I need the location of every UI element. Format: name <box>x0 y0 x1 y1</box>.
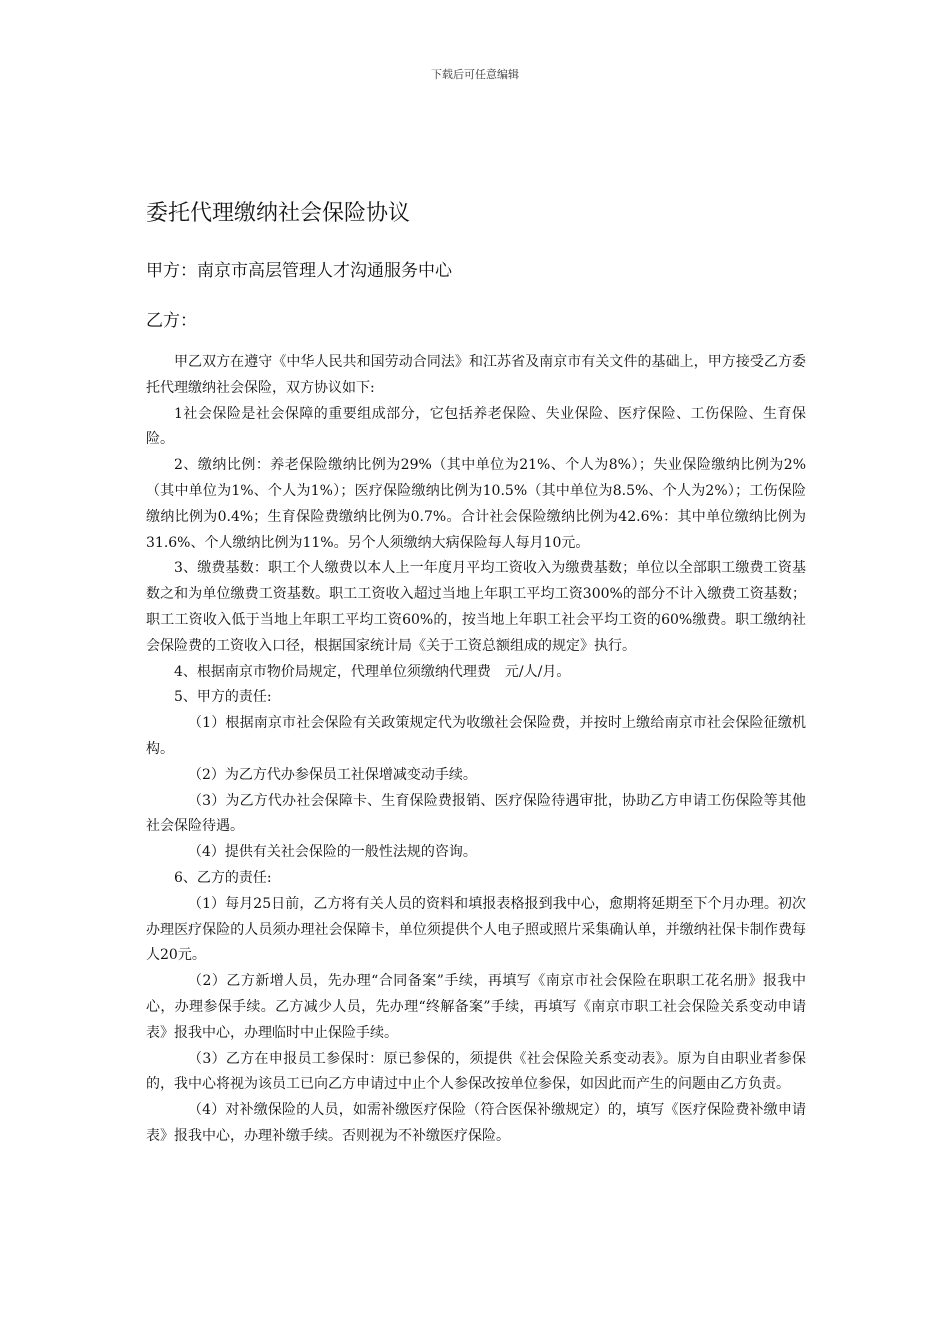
document-title: 委托代理缴纳社会保险协议 <box>146 201 411 226</box>
intro-paragraph: 甲乙双方在遵守《中华人民共和国劳动合同法》和江苏省及南京市有关文件的基础上，甲方接受乙方委托代理缴纳社会保险，双方协议如下: <box>146 354 806 396</box>
clause-2: 2、缴纳比例：养老保险缴纳比例为29%（其中单位为21%、个人为8%）；失业保险缴纳比例为2%（其中单位为1%、个人为1%）；医疗保险缴纳比例为10.5%（其中单位为8.5%、个人为2%）；工伤保险缴纳比例为0.4%；生育保险费缴纳比例为0.7%。合计社会保险缴纳比例为42.6%：其中单位缴纳比例为31.6%、个人缴纳比例为11%。另个人须缴纳大病保险每人每月10元。 <box>146 457 806 551</box>
clause-4: 4、根据南京市物价局规定，代理单位须缴纳代理费 元/人/月。 <box>174 663 571 680</box>
clause-5-heading: 5、甲方的责任: <box>174 689 272 706</box>
agreement-body <box>146 350 806 1150</box>
clause-5-item-3: （3）为乙方代办社会保障卡、生育保险费报销、医疗保险待遇审批，协助乙方申请工伤保险等其他社会保险待遇。 <box>146 792 806 835</box>
clause-6-item-2: （2）乙方新增人员，先办理“合同备案”手续，再填写《南京市社会保险在职职工花名册》报我中心，办理参保手续。乙方减少人员，先办理“终解备案”手续，再填写《南京市职工社会保险关系变动申请表》报我中心，办理临时中止保险手续。 <box>146 973 806 1041</box>
clause-5-item-2: （2）为乙方代办参保员工社保增减变动手续。 <box>188 766 477 783</box>
party-b-line: 乙方： <box>146 311 197 331</box>
clause-6-item-1: （1）每月25日前，乙方将有关人员的资料和填报表格报到我中心，愈期将延期至下个月办理。初次办理医疗保险的人员须办理社会保障卡，单位须提供个人电子照或照片采集确认单，并缴纳社保卡制作费每人20元。 <box>146 895 806 964</box>
clause-3: 3、缴费基数：职工个人缴费以本人上一年度月平均工资收入为缴费基数；单位以全部职工缴费工资基数之和为单位缴费工资基数。职工工资收入超过当地上年职工平均工资300%的部分不计入缴费工资基数；职工工资收入低于当地上年职工平均工资60%的，按当地上年职工社会平均工资的60%缴费。职工缴纳社会保险费的工资收入口径，根据国家统计局《关于工资总额组成的规定》执行。 <box>146 560 806 654</box>
clause-6-heading: 6、乙方的责任: <box>174 869 272 886</box>
clause-6-item-3: （3）乙方在申报员工参保时：原已参保的，须提供《社会保险关系变动表》。原为自由职业者参保的，我中心将视为该员工已向乙方申请过中止个人参保改按单位参保，如因此而产生的问题由乙方负责。 <box>146 1050 806 1093</box>
party-a-line: 甲方：南京市高层管理人才沟通服务中心 <box>146 261 452 281</box>
clause-1: 1社会保险是社会保障的重要组成部分，它包括养老保险、失业保险、医疗保险、工伤保险、生育保险。 <box>146 405 806 448</box>
clause-5-item-4: （4）提供有关社会保险的一般性法规的咨询。 <box>188 844 477 861</box>
header-watermark: 下载后可任意编辑 <box>431 68 519 81</box>
clause-6-item-4: （4）对补缴保险的人员，如需补缴医疗保险（符合医保补缴规定）的，填写《医疗保险费补缴申请表》报我中心，办理补缴手续。否则视为不补缴医疗保险。 <box>146 1102 806 1144</box>
clause-5-item-1: （1）根据南京市社会保险有关政策规定代为收缴社会保险费，并按时上缴给南京市社会保险征缴机构。 <box>146 715 806 757</box>
